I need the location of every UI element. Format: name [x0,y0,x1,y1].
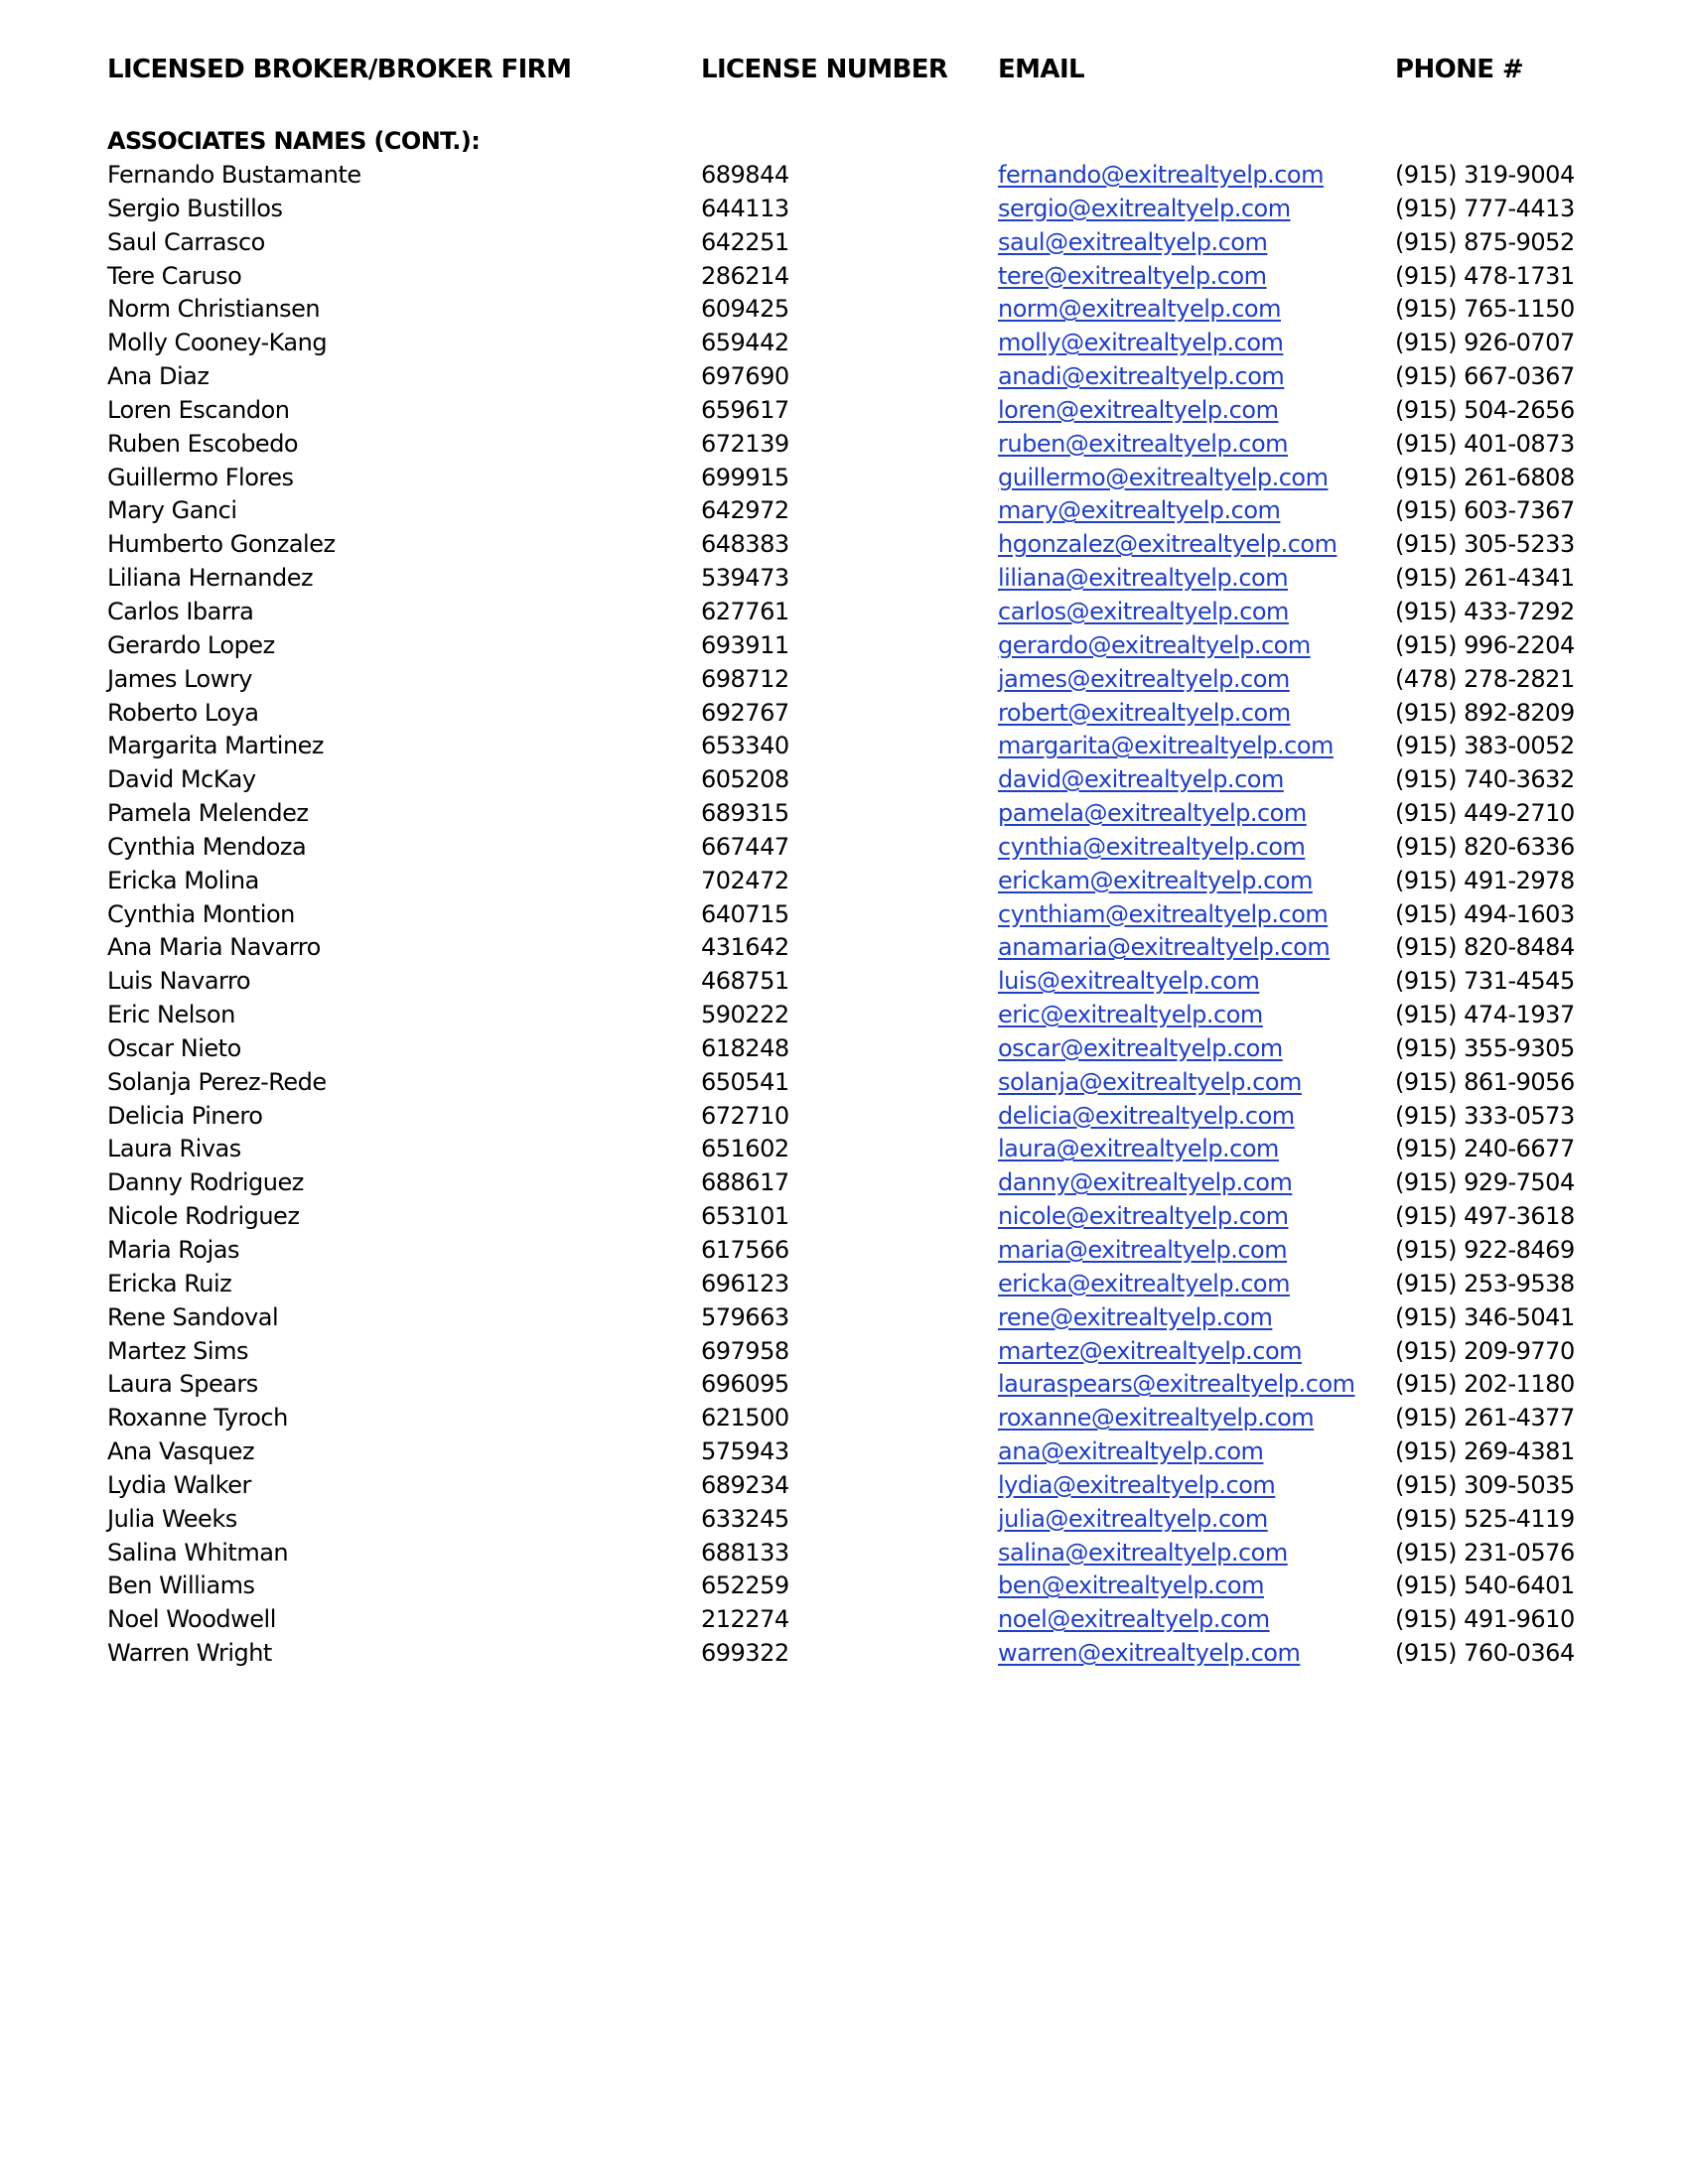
license-number: 702472 [701,866,789,894]
license-number: 699322 [701,1639,789,1668]
phone-number: (915) 922-8469 [1395,1236,1575,1264]
associate-name: Julia Weeks [107,1504,237,1533]
email-link[interactable]: martez@exitrealtyelp.com [998,1336,1302,1365]
associate-name: Oscar Nieto [107,1033,241,1062]
license-number: 633245 [701,1504,789,1533]
email-link[interactable]: nicole@exitrealtyelp.com [998,1202,1289,1231]
email-link[interactable]: ruben@exitrealtyelp.com [998,429,1289,458]
table-row [0,596,1688,629]
license-number: 605208 [701,765,789,794]
table-row [0,999,1688,1032]
table-row [0,763,1688,797]
table-row [0,462,1688,495]
license-number: 688617 [701,1168,789,1197]
associate-name: Pamela Melendez [107,799,309,828]
associate-name: Molly Cooney-Kang [107,329,328,357]
associate-name: Guillermo Flores [107,463,294,491]
phone-number: (915) 491-2978 [1395,866,1575,894]
table-row [0,629,1688,663]
email-link[interactable]: margarita@exitrealtyelp.com [998,732,1334,760]
associate-name: Laura Spears [107,1370,258,1399]
associate-name: Saul Carrasco [107,227,265,256]
associate-name: Salina Whitman [107,1538,289,1567]
phone-number: (915) 740-3632 [1395,765,1575,794]
associate-name: Gerardo Lopez [107,630,275,659]
phone-number: (915) 209-9770 [1395,1336,1575,1365]
table-row [0,260,1688,294]
license-number: 689315 [701,799,789,828]
phone-number: (915) 202-1180 [1395,1370,1575,1399]
email-link[interactable]: warren@exitrealtyelp.com [998,1639,1301,1668]
license-number: 696095 [701,1370,789,1399]
associate-name: David McKay [107,765,256,794]
associate-name: James Lowry [107,664,252,693]
table-row [0,1166,1688,1200]
license-number: 693911 [701,630,789,659]
table-row [0,663,1688,697]
associate-name: Ben Williams [107,1571,255,1600]
associate-name: Ruben Escobedo [107,429,299,458]
email-link[interactable]: carlos@exitrealtyelp.com [998,597,1289,625]
table-row [0,1637,1688,1671]
license-number: 653101 [701,1202,789,1231]
associate-name: Warren Wright [107,1639,272,1668]
email-link[interactable]: james@exitrealtyelp.com [998,664,1290,693]
license-number: 651602 [701,1135,789,1163]
associate-name: Roxanne Tyroch [107,1404,288,1433]
header-phone: PHONE # [1395,55,1524,84]
table-row [0,865,1688,898]
phone-number: (915) 346-5041 [1395,1302,1575,1331]
table-row [0,697,1688,731]
table-row [0,293,1688,327]
associate-name: Maria Rojas [107,1236,239,1264]
license-number: 698712 [701,664,789,693]
associate-name: Rene Sandoval [107,1302,279,1331]
associate-name: Eric Nelson [107,1001,235,1029]
table-row [0,797,1688,831]
email-link[interactable]: maria@exitrealtyelp.com [998,1236,1288,1264]
table-row [0,965,1688,999]
phone-number: (915) 497-3618 [1395,1202,1575,1231]
associate-name: Martez Sims [107,1336,248,1365]
email-link[interactable]: oscar@exitrealtyelp.com [998,1033,1283,1062]
table-row [0,1570,1688,1603]
license-number: 689844 [701,161,789,189]
associate-name: Solanja Perez-Rede [107,1067,327,1096]
phone-number: (915) 433-7292 [1395,597,1575,625]
phone-number: (915) 355-9305 [1395,1033,1575,1062]
license-number: 697958 [701,1336,789,1365]
email-link[interactable]: hgonzalez@exitrealtyelp.com [998,530,1337,559]
associate-name: Ana Diaz [107,362,210,391]
table-header [0,55,1688,94]
phone-number: (915) 383-0052 [1395,732,1575,760]
license-number: 692767 [701,698,789,727]
table-row [0,1503,1688,1537]
license-number: 627761 [701,597,789,625]
license-number: 431642 [701,933,789,962]
table-row [0,831,1688,865]
email-link[interactable]: lauraspears@exitrealtyelp.com [998,1370,1355,1399]
associate-name: Roberto Loya [107,698,259,727]
email-link[interactable]: roxanne@exitrealtyelp.com [998,1404,1315,1433]
phone-number: (915) 449-2710 [1395,799,1575,828]
email-link[interactable]: loren@exitrealtyelp.com [998,395,1279,424]
phone-number: (915) 540-6401 [1395,1571,1575,1600]
email-link[interactable]: mary@exitrealtyelp.com [998,496,1281,525]
email-link[interactable]: fernando@exitrealtyelp.com [998,161,1324,189]
email-link[interactable]: norm@exitrealtyelp.com [998,295,1281,324]
phone-number: (915) 929-7504 [1395,1168,1575,1197]
phone-number: (915) 478-1731 [1395,261,1575,290]
associate-name: Laura Rivas [107,1135,241,1163]
email-link[interactable]: luis@exitrealtyelp.com [998,967,1260,996]
phone-number: (915) 926-0707 [1395,329,1575,357]
email-link[interactable]: anadi@exitrealtyelp.com [998,362,1285,391]
license-number: 696123 [701,1269,789,1297]
email-link[interactable]: danny@exitrealtyelp.com [998,1168,1293,1197]
section-label-associates: ASSOCIATES NAMES (CONT.): [107,127,481,155]
phone-number: (915) 231-0576 [1395,1538,1575,1567]
associate-name: Cynthia Montion [107,899,295,928]
table-row [0,1032,1688,1066]
phone-number: (915) 667-0367 [1395,362,1575,391]
phone-number: (915) 253-9538 [1395,1269,1575,1297]
license-number: 653340 [701,732,789,760]
email-link[interactable]: molly@exitrealtyelp.com [998,329,1284,357]
phone-number: (915) 765-1150 [1395,295,1575,324]
email-link[interactable]: rene@exitrealtyelp.com [998,1302,1273,1331]
table-row [0,1100,1688,1134]
phone-number: (915) 525-4119 [1395,1504,1575,1533]
license-number: 590222 [701,1001,789,1029]
email-link[interactable]: cynthiam@exitrealtyelp.com [998,899,1329,928]
phone-number: (915) 305-5233 [1395,530,1575,559]
phone-number: (915) 603-7367 [1395,496,1575,525]
associate-name: Margarita Martinez [107,732,325,760]
phone-number: (915) 875-9052 [1395,227,1575,256]
table-row [0,898,1688,932]
table-row [0,1301,1688,1335]
license-number: 539473 [701,564,789,593]
email-link[interactable]: gerardo@exitrealtyelp.com [998,630,1311,659]
email-link[interactable]: liliana@exitrealtyelp.com [998,564,1289,593]
email-link[interactable]: ericka@exitrealtyelp.com [998,1269,1290,1297]
email-link[interactable]: ben@exitrealtyelp.com [998,1571,1264,1600]
license-number: 609425 [701,295,789,324]
license-number: 640715 [701,899,789,928]
associate-name: Noel Woodwell [107,1605,276,1634]
email-link[interactable]: david@exitrealtyelp.com [998,765,1284,794]
table-row [0,1368,1688,1402]
phone-number: (915) 820-6336 [1395,832,1575,861]
header-email: EMAIL [998,55,1084,84]
associate-name: Liliana Hernandez [107,564,314,593]
phone-number: (915) 261-4341 [1395,564,1575,593]
license-number: 650541 [701,1067,789,1096]
email-link[interactable]: eric@exitrealtyelp.com [998,1001,1263,1029]
license-number: 468751 [701,967,789,996]
table-row [0,494,1688,528]
license-number: 699915 [701,463,789,491]
license-number: 648383 [701,530,789,559]
email-link[interactable]: guillermo@exitrealtyelp.com [998,463,1329,491]
license-number: 642251 [701,227,789,256]
table-row [0,226,1688,260]
license-number: 618248 [701,1033,789,1062]
associate-name: Luis Navarro [107,967,250,996]
email-link[interactable]: julia@exitrealtyelp.com [998,1504,1268,1533]
email-link[interactable]: robert@exitrealtyelp.com [998,698,1291,727]
license-number: 617566 [701,1236,789,1264]
email-link[interactable]: laura@exitrealtyelp.com [998,1135,1279,1163]
table-row [0,193,1688,226]
phone-number: (915) 269-4381 [1395,1437,1575,1466]
associate-name: Humberto Gonzalez [107,530,336,559]
table-row [0,327,1688,360]
table-row [0,1603,1688,1637]
associate-name: Tere Caruso [107,261,242,290]
associate-name: Fernando Bustamante [107,161,361,189]
table-row [0,1335,1688,1369]
table-row [0,730,1688,763]
phone-number: (915) 504-2656 [1395,395,1575,424]
associate-name: Nicole Rodriguez [107,1202,300,1231]
phone-number: (915) 996-2204 [1395,630,1575,659]
associate-name: Lydia Walker [107,1470,251,1499]
license-number: 659617 [701,395,789,424]
header-broker-firm: LICENSED BROKER/BROKER FIRM [107,55,572,84]
email-link[interactable]: pamela@exitrealtyelp.com [998,799,1307,828]
license-number: 697690 [701,362,789,391]
phone-number: (915) 401-0873 [1395,429,1575,458]
associate-name: Mary Ganci [107,496,237,525]
license-number: 575943 [701,1437,789,1466]
associate-name: Ana Maria Navarro [107,933,321,962]
table-row [0,1537,1688,1570]
email-link[interactable]: lydia@exitrealtyelp.com [998,1470,1276,1499]
phone-number: (915) 491-9610 [1395,1605,1575,1634]
associate-name: Ericka Ruiz [107,1269,232,1297]
email-link[interactable]: solanja@exitrealtyelp.com [998,1067,1302,1096]
table-row [0,1268,1688,1301]
phone-number: (915) 309-5035 [1395,1470,1575,1499]
phone-number: (915) 777-4413 [1395,194,1575,222]
email-link[interactable]: sergio@exitrealtyelp.com [998,194,1291,222]
associate-name: Ericka Molina [107,866,259,894]
license-number: 621500 [701,1404,789,1433]
table-row [0,1469,1688,1503]
phone-number: (915) 494-1603 [1395,899,1575,928]
phone-number: (915) 861-9056 [1395,1067,1575,1096]
email-link[interactable]: noel@exitrealtyelp.com [998,1605,1270,1634]
table-row [0,562,1688,596]
license-number: 642972 [701,496,789,525]
associate-name: Cynthia Mendoza [107,832,307,861]
phone-number: (915) 820-8484 [1395,933,1575,962]
license-number: 688133 [701,1538,789,1567]
table-row [0,159,1688,193]
table-row [0,360,1688,394]
table-row [0,931,1688,965]
license-number: 644113 [701,194,789,222]
associate-name: Danny Rodriguez [107,1168,304,1197]
phone-number: (915) 760-0364 [1395,1639,1575,1668]
header-license-number: LICENSE NUMBER [701,55,948,84]
license-number: 659442 [701,329,789,357]
email-link[interactable]: salina@exitrealtyelp.com [998,1538,1288,1567]
phone-number: (915) 333-0573 [1395,1101,1575,1130]
email-link[interactable]: tere@exitrealtyelp.com [998,261,1267,290]
associate-name: Ana Vasquez [107,1437,255,1466]
license-number: 212274 [701,1605,789,1634]
license-number: 286214 [701,261,789,290]
table-row [0,1133,1688,1166]
phone-number: (915) 731-4545 [1395,967,1575,996]
license-number: 579663 [701,1302,789,1331]
email-link[interactable]: saul@exitrealtyelp.com [998,227,1268,256]
license-number: 672710 [701,1101,789,1130]
license-number: 652259 [701,1571,789,1600]
table-row [0,394,1688,428]
phone-number: (915) 474-1937 [1395,1001,1575,1029]
table-row [0,1435,1688,1469]
associates-list [0,159,1688,1671]
license-number: 672139 [701,429,789,458]
table-row [0,1234,1688,1268]
phone-number: (915) 319-9004 [1395,161,1575,189]
email-link[interactable]: anamaria@exitrealtyelp.com [998,933,1331,962]
associate-name: Carlos Ibarra [107,597,254,625]
phone-number: (915) 261-4377 [1395,1404,1575,1433]
phone-number: (915) 240-6677 [1395,1135,1575,1163]
phone-number: (915) 892-8209 [1395,698,1575,727]
associate-name: Sergio Bustillos [107,194,283,222]
email-link[interactable]: ana@exitrealtyelp.com [998,1437,1264,1466]
license-number: 667447 [701,832,789,861]
table-row [0,1200,1688,1234]
associate-name: Loren Escandon [107,395,290,424]
phone-number: (478) 278-2821 [1395,664,1575,693]
associate-name: Delicia Pinero [107,1101,263,1130]
email-link[interactable]: erickam@exitrealtyelp.com [998,866,1313,894]
table-row [0,428,1688,462]
table-row [0,1402,1688,1435]
license-number: 689234 [701,1470,789,1499]
table-row [0,1066,1688,1100]
email-link[interactable]: delicia@exitrealtyelp.com [998,1101,1295,1130]
phone-number: (915) 261-6808 [1395,463,1575,491]
associate-name: Norm Christiansen [107,295,321,324]
table-row [0,528,1688,562]
email-link[interactable]: cynthia@exitrealtyelp.com [998,832,1306,861]
